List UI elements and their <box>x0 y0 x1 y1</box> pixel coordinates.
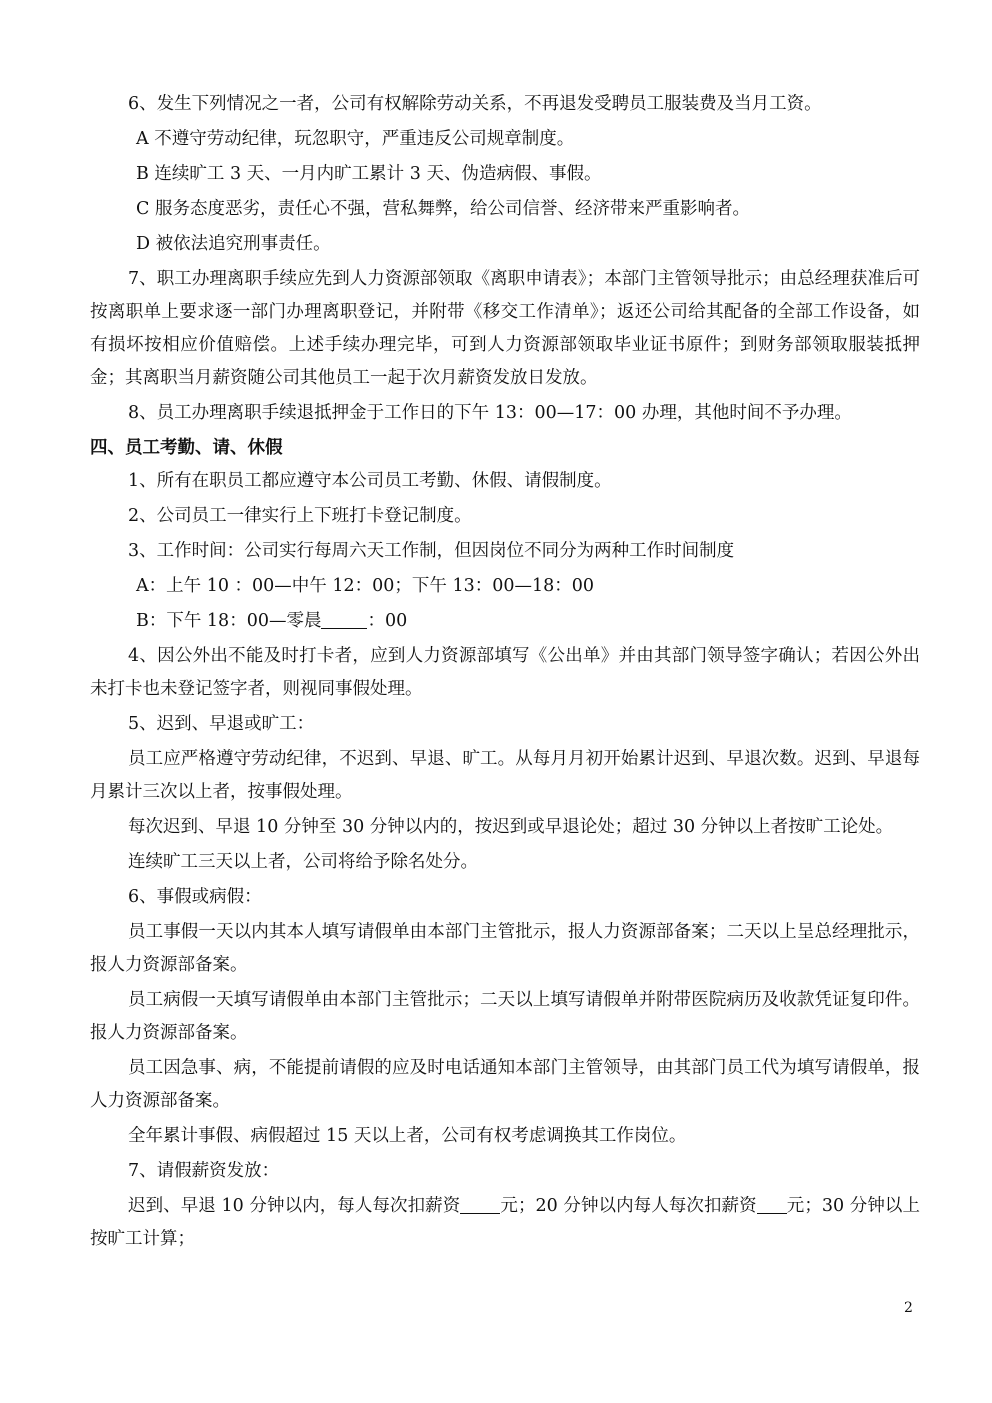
blank-amount-20min <box>757 1193 787 1214</box>
shift-b <box>90 605 920 638</box>
deduction-30min-text: 元；30 分钟以上按旷工计算； <box>90 1196 920 1249</box>
section-4-item-2: 2、公司员工一律实行上下班打卡登记制度。 <box>128 506 472 526</box>
section-4-item-6-para-3: 员工因急事、病，不能提前请假的应及时电话通知本部门主管领导，由其部门员工代为填写请假单，报人力资源部备案。 <box>90 1058 920 1111</box>
clause-6: 6、发生下列情况之一者，公司有权解除劳动关系，不再退发受聘员工服装费及当月工资。 <box>128 94 822 114</box>
section-4-item-5: 5、迟到、早退或旷工： <box>128 714 315 734</box>
clause-6-a: A 不遵守劳动纪律，玩忽职守，严重违反公司规章制度。 <box>136 129 575 149</box>
clause-8: 8、员工办理离职手续退抵押金于工作日的下午 13：00—17：00 办理，其他时间不予办理。 <box>128 403 852 423</box>
section-4-item-6-para-1: 员工事假一天以内其本人填写请假单由本部门主管批示，报人力资源部备案；二天以上呈总经理批示，报人力资源部备案。 <box>90 922 920 975</box>
section-4-item-7-para-1 <box>90 1190 920 1256</box>
clause-6-d: D 被依法追究刑事责任。 <box>136 234 331 254</box>
section-4-item-4: 4、因公外出不能及时打卡者，应到人力资源部填写《公出单》并由其部门领导签字确认；若因公外出未打卡也未登记签字者，则视同事假处理。 <box>90 646 920 699</box>
section-4-item-5-para-2: 每次迟到、早退 10 分钟至 30 分钟以内的，按迟到或早退论处；超过 30 分钟以上者按旷工论处。 <box>128 817 894 837</box>
section-4-item-7: 7、请假薪资发放： <box>128 1161 280 1181</box>
shift-a: A：上午 10 ：00—中午 12：00；下午 13：00—18：00 <box>136 576 595 596</box>
clause-6-c: C 服务态度恶劣，责任心不强，营私舞弊，给公司信誉、经济带来严重影响者。 <box>136 199 750 219</box>
deduction-20min-text: 元；20 分钟以内每人每次扣薪资 <box>500 1196 757 1216</box>
section-4-item-1: 1、所有在职员工都应遵守本公司员工考勤、休假、请假制度。 <box>128 471 612 491</box>
shift-b-suffix: ：00 <box>367 611 408 631</box>
section-4-item-6-para-4: 全年累计事假、病假超过 15 天以上者，公司有权考虑调换其工作岗位。 <box>128 1126 687 1146</box>
page-number: 2 <box>904 1300 913 1316</box>
clause-7: 7、职工办理离职手续应先到人力资源部领取《离职申请表》；本部门主管领导批示；由总经理获准后可按离职单上要求逐一部门办理离职登记，并附带《移交工作清单》；返还公司给其配备的全部工作设备，如有损坏按相应价值赔偿。上述手续办理完毕，可到人力资源部领取毕业证书原件；到财务部领取服装抵押金；其离职当月薪资随公司其他员工一起于次月薪资发放日发放。 <box>90 269 920 388</box>
section-4-heading: 四、员工考勤、请、休假 <box>90 438 283 458</box>
document-body <box>90 88 920 1258</box>
shift-b-prefix: B：下午 18：00—零晨 <box>136 611 322 631</box>
section-4-item-3: 3、工作时间：公司实行每周六天工作制，但因岗位不同分为两种工作时间制度 <box>128 541 735 561</box>
section-4-item-6: 6、事假或病假： <box>128 887 262 907</box>
clause-6-b: B 连续旷工 3 天、一月内旷工累计 3 天、伪造病假、事假。 <box>136 164 602 184</box>
blank-amount-10min <box>460 1193 500 1214</box>
section-4-item-6-para-2: 员工病假一天填写请假单由本部门主管批示；二天以上填写请假单并附带医院病历及收款凭证复印件。报人力资源部备案。 <box>90 990 920 1043</box>
section-4-item-5-para-3: 连续旷工三天以上者，公司将给予除名处分。 <box>128 852 478 872</box>
section-4-item-5-para-1: 员工应严格遵守劳动纪律，不迟到、早退、旷工。从每月月初开始累计迟到、早退次数。迟到、早退每月累计三次以上者，按事假处理。 <box>90 749 920 802</box>
deduction-10min-text: 迟到、早退 10 分钟以内，每人每次扣薪资 <box>128 1196 461 1216</box>
blank-hour-field <box>321 608 367 629</box>
